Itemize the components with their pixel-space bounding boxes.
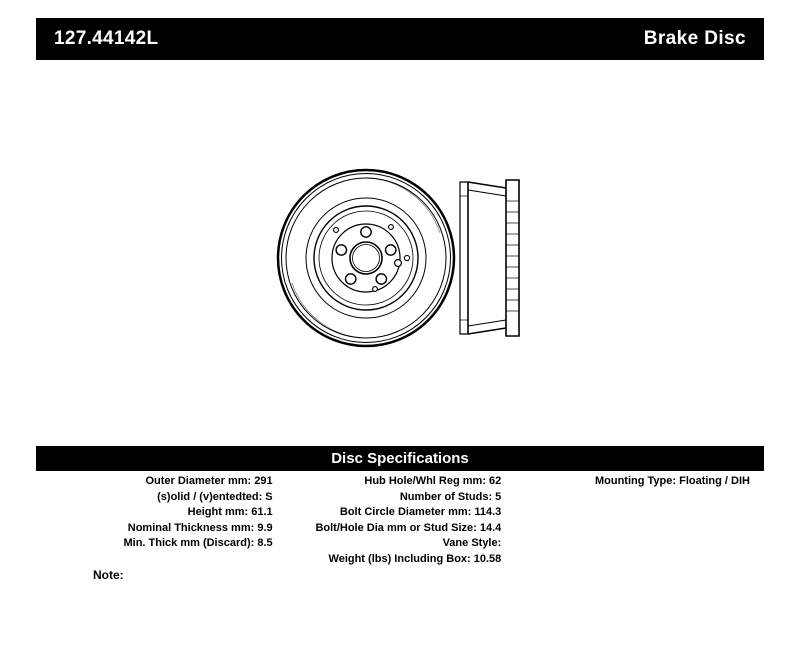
- disc-specifications-bar: [36, 446, 764, 471]
- spec-item: Min. Thick mm (Discard): 8.5: [123, 537, 273, 549]
- disc-specifications-columns: [36, 474, 764, 567]
- spec-column-left: [36, 474, 279, 552]
- spec-column-right: [521, 474, 764, 490]
- spec-item: Hub Hole/Whl Reg mm: 62: [364, 475, 502, 487]
- spec-item: Number of Studs: 5: [399, 490, 502, 503]
- product-illustration: [36, 70, 764, 430]
- note-label: Note:: [93, 568, 124, 582]
- disc-specifications-title: Disc Specifications: [331, 450, 469, 467]
- part-number: 127.44142L: [54, 28, 159, 49]
- spec-item: Outer Diameter mm: 291: [145, 475, 273, 487]
- spec-item: Vane Style:: [442, 537, 502, 549]
- spec-item: Bolt Circle Diameter mm: 114.3: [339, 506, 502, 518]
- spec-column-middle: [279, 474, 522, 567]
- spec-item: Weight (lbs) Including Box: 10.58: [328, 552, 502, 565]
- brake-rotor-front-view: [278, 170, 454, 346]
- spec-item: Nominal Thickness mm: 9.9: [127, 521, 273, 534]
- spec-item: Mounting Type: Floating / DIH: [594, 475, 750, 487]
- spec-item: Height mm: 61.1: [187, 506, 273, 518]
- spec-item: Bolt/Hole Dia mm or Stud Size: 14.4: [315, 521, 502, 534]
- product-title: Brake Disc: [643, 28, 746, 49]
- brake-rotor-side-view: [460, 180, 519, 336]
- header-bar: [36, 18, 764, 60]
- spec-item: (s)olid / (v)entedted: S: [157, 490, 273, 503]
